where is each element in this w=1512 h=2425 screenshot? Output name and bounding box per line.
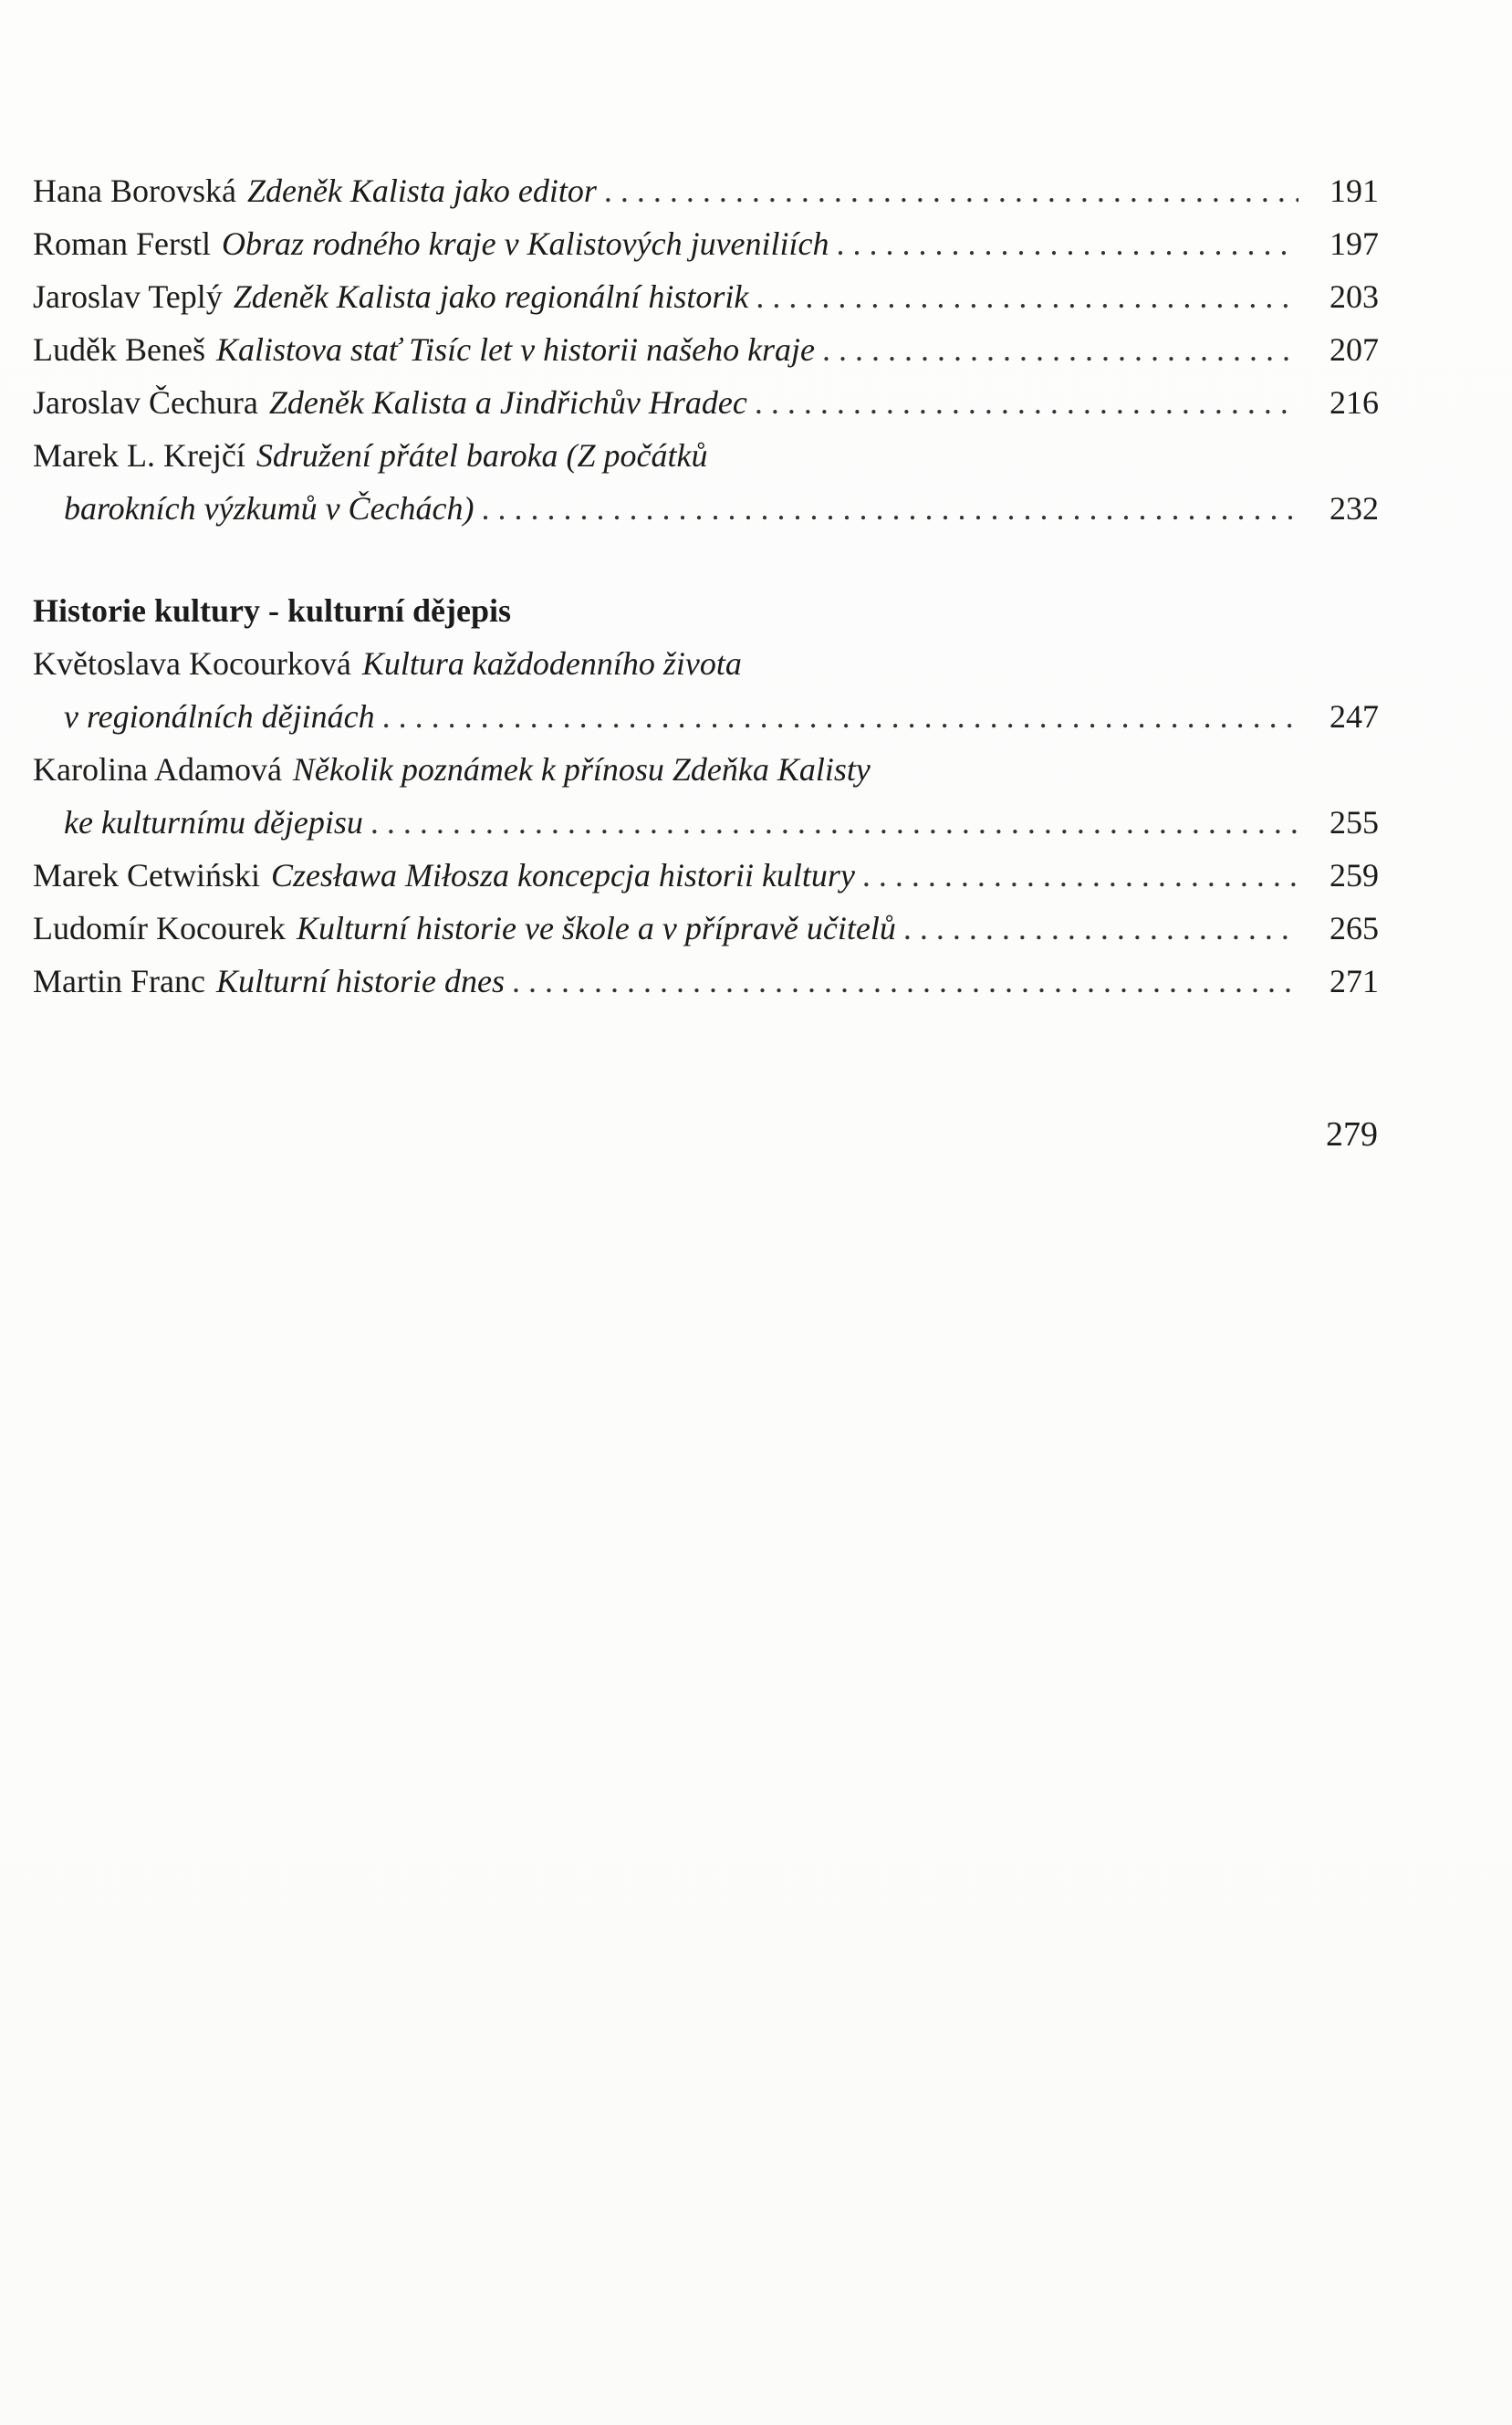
toc-entry-borovska [33, 164, 1379, 217]
entry-title: Obraz rodného kraje v Kalistových juveniliích [222, 225, 829, 262]
entry-page-number: 207 [1330, 331, 1379, 368]
toc-entry-ferstl [33, 217, 1379, 270]
dot-leader [370, 796, 1298, 849]
entry-author: Martin Franc [33, 963, 205, 999]
entry-page-number: 265 [1330, 910, 1379, 946]
entry-author: Marek Cetwiński [33, 857, 260, 894]
entry-title: Zdeněk Kalista a Jindřichův Hradec [268, 384, 747, 421]
dot-leader [512, 955, 1298, 1008]
entry-title: Kalistova stať Tisíc let v historii našeho kraje [215, 331, 816, 368]
dot-leader [862, 849, 1298, 902]
entry-author: Marek L. Krejčí [33, 437, 245, 474]
toc-entry-franc [33, 955, 1379, 1008]
toc-entry-krejci [33, 429, 1379, 535]
entry-author: Luděk Beneš [33, 331, 205, 368]
toc-entry-adamova [33, 743, 1379, 849]
dot-leader [903, 902, 1298, 955]
entry-author: Ludomír Kocourek [33, 910, 286, 946]
entry-title: Kulturní historie dnes [215, 963, 505, 999]
entry-author: Jaroslav Čechura [33, 384, 258, 421]
entry-title: Sdružení přátel baroka (Z počátků [255, 437, 708, 474]
toc-entry-benes [33, 323, 1379, 376]
entry-page-number: 247 [1330, 698, 1379, 735]
toc-entry-kocourkova [33, 637, 1379, 743]
entry-page-number: 259 [1330, 857, 1379, 894]
dot-leader [837, 217, 1298, 270]
dot-leader [756, 270, 1298, 323]
entry-title-continuation: ke kulturnímu dějepisu [64, 804, 363, 841]
entry-title-continuation: v regionálních dějinách [64, 698, 375, 735]
entry-page-number: 232 [1330, 490, 1379, 527]
entry-title: Kultura každodenního života [361, 645, 742, 682]
entry-title: Kulturní historie ve škole a v přípravě učitelů [296, 910, 896, 946]
entry-title: Zdeněk Kalista jako editor [246, 172, 597, 209]
entry-title: Czesława Miłosza koncepcja historii kultury [270, 857, 855, 894]
toc-entry-kocourek [33, 902, 1379, 955]
entry-page-number: 255 [1330, 804, 1379, 841]
entry-author: Karolina Adamová [33, 751, 282, 788]
entry-author: Květoslava Kocourková [33, 645, 351, 682]
dot-leader [604, 164, 1298, 217]
section-heading: Historie kultury - kulturní dějepis [33, 592, 512, 629]
entry-title-continuation: barokních výzkumů v Čechách) [64, 490, 474, 527]
entry-page-number: 191 [1330, 172, 1379, 209]
entry-author: Jaroslav Teplý [33, 278, 223, 315]
dot-leader [822, 323, 1298, 376]
toc-entry-cetwinski [33, 849, 1379, 902]
toc-entry-cechura [33, 376, 1379, 429]
entry-author: Hana Borovská [33, 172, 236, 209]
entry-page-number: 197 [1330, 225, 1379, 262]
toc-entry-teply [33, 270, 1379, 323]
entry-page-number: 203 [1330, 278, 1379, 315]
dot-leader [755, 376, 1298, 429]
dot-leader [382, 690, 1298, 743]
entry-title: Zdeněk Kalista jako regionální historik [233, 278, 749, 315]
table-of-contents [33, 164, 1379, 1008]
page-folio-number: 279 [1326, 1115, 1378, 1154]
entry-page-number: 271 [1330, 963, 1379, 999]
entry-title: Několik poznámek k přínosu Zdeňka Kalisty [292, 751, 871, 788]
dot-leader [482, 482, 1299, 535]
entry-author: Roman Ferstl [33, 225, 211, 262]
entry-page-number: 216 [1330, 384, 1379, 421]
